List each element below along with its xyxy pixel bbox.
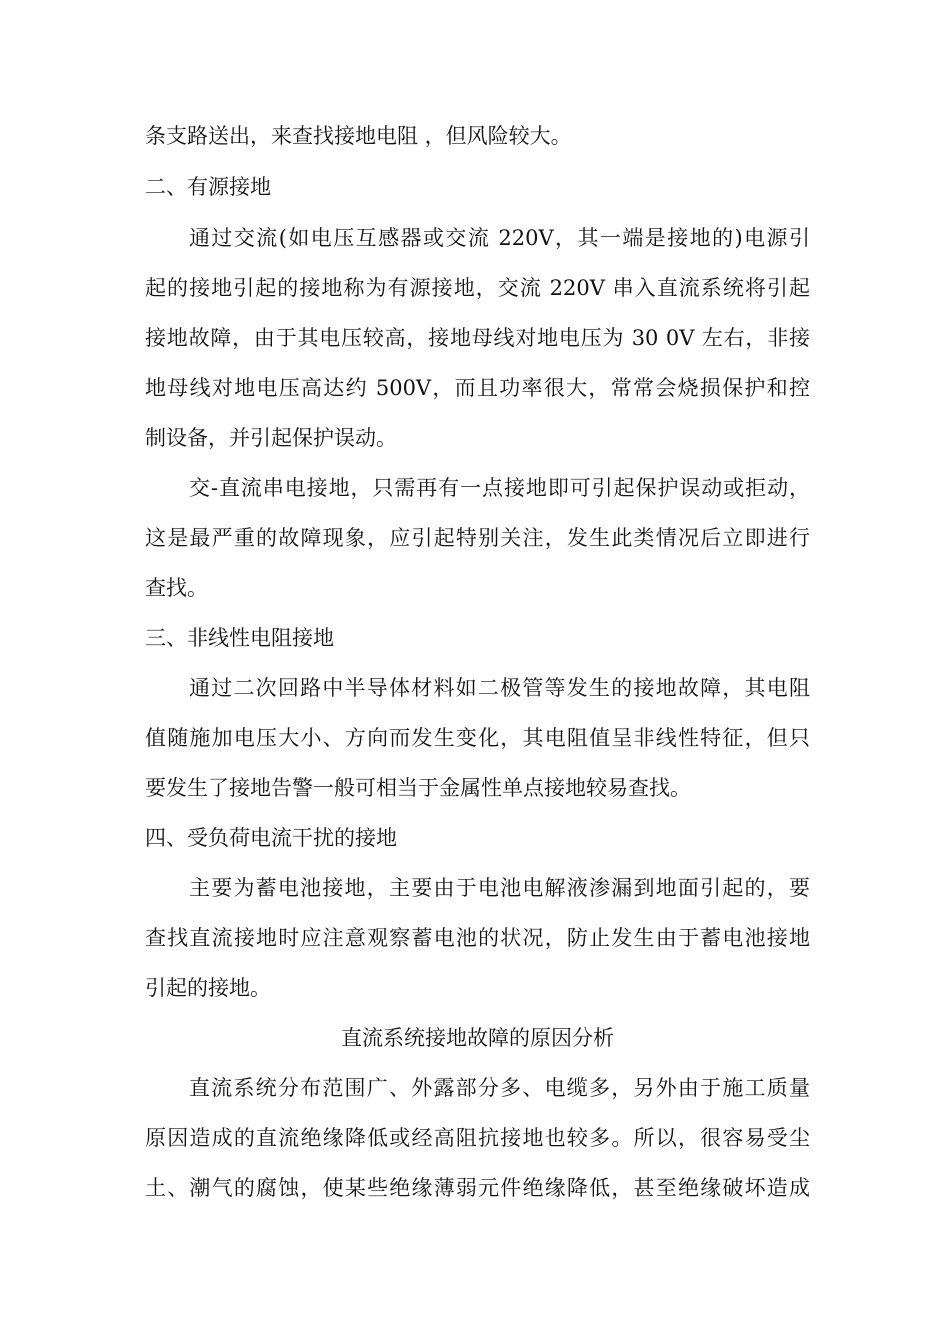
paragraph-line: 起的接地引起的接地称为有源接地，交流 220V 串入直流系统将引起 [145,276,810,300]
section-heading: 三、非线性电阻接地 [145,626,334,650]
paragraph-line: 引起的接地。 [145,976,271,1000]
section-title: 直流系统接地故障的原因分析 [341,1026,614,1050]
section-heading: 四、受负荷电流干扰的接地 [145,826,397,850]
paragraph-line: 交-直流串电接地，只需再有一点接地即可引起保护误动或拒动， [189,476,810,500]
paragraph-line: 接地故障，由于其电压较高，接地母线对地电压为 30 0V 左右，非接 [145,326,810,350]
paragraph-line: 通过二次回路中半导体材料如二极管等发生的接地故障，其电阻 [189,676,810,700]
paragraph-line: 查找直流接地时应注意观察蓄电池的状况，防止发生由于蓄电池接地 [145,926,810,950]
section-heading: 二、有源接地 [145,175,271,199]
paragraph-line: 制设备，并引起保护误动。 [145,426,397,450]
paragraph-line: 直流系统分布范围广、外露部分多、电缆多，另外由于施工质量 [189,1076,810,1100]
paragraph-line: 原因造成的直流绝缘降低或经高阻抗接地也较多。所以，很容易受尘 [145,1126,810,1150]
paragraph-line: 值随施加电压大小、方向而发生变化，其电阻值呈非线性特征，但只 [145,726,810,750]
paragraph-line: 要发生了接地告警一般可相当于金属性单点接地较易查找。 [145,776,691,800]
paragraph-line: 查找。 [145,576,208,600]
paragraph-line: 通过交流(如电压互感器或交流 220V，其一端是接地的)电源引 [189,226,810,250]
paragraph-line: 主要为蓄电池接地，主要由于电池电解液渗漏到地面引起的，要 [189,876,810,900]
paragraph-line: 土、潮气的腐蚀，使某些绝缘薄弱元件绝缘降低，甚至绝缘破坏造成 [145,1176,810,1200]
paragraph-line: 条支路送出，来查找接地电阻 ，但风险较大。 [145,124,572,148]
paragraph-line: 地母线对地电压高达约 500V，而且功率很大，常常会烧损保护和控 [145,376,810,400]
paragraph-line: 这是最严重的故障现象，应引起特别关注，发生此类情况后立即进行 [145,526,810,550]
